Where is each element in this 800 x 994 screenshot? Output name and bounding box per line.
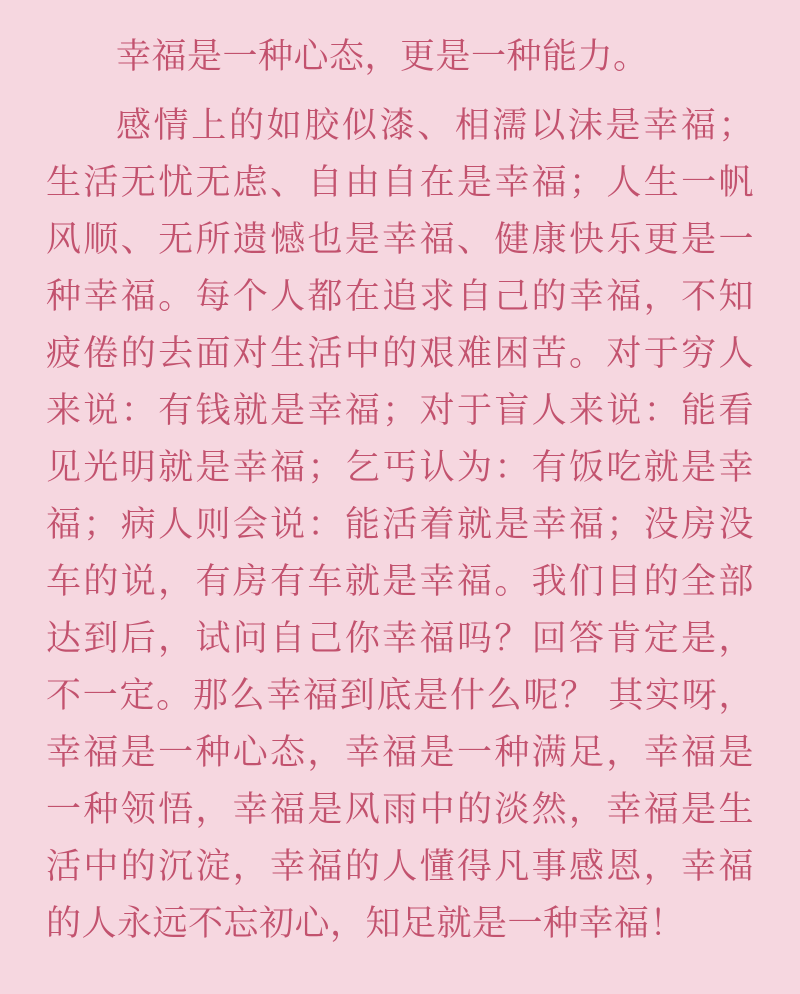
paragraph-opening: 幸福是一种心态，更是一种能力。 <box>116 37 649 76</box>
paragraph-main: 感情上的如胶似漆、相濡以沫是幸福；生活无忧无虑、自由自在是幸福；人生一帆风顺、无所遗憾也是幸福、健康快乐更是一种幸福。每个人都在追求自己的幸福，不知疲倦的去面对生活中的艰难困苦。对于穷人来说：有钱就是幸福；对于盲人来说：能看见光明就是幸福；乞丐认为：有饭吃就是幸福；病人则会说：能活着就是幸福；没房没车的说，有房有车就是幸福。我们目的全部达到后，试问自己你幸福吗？回答肯定是，不一定。那么幸福到底是什么呢？ 其实呀，幸福是一种心态，幸福是一种满足，幸福是一种领悟，幸福是风雨中的淡然，幸福是生活中的沉淀，幸福的人懂得凡事感恩，幸福的人永远不忘初心，知足就是一种幸福！ <box>46 106 754 943</box>
